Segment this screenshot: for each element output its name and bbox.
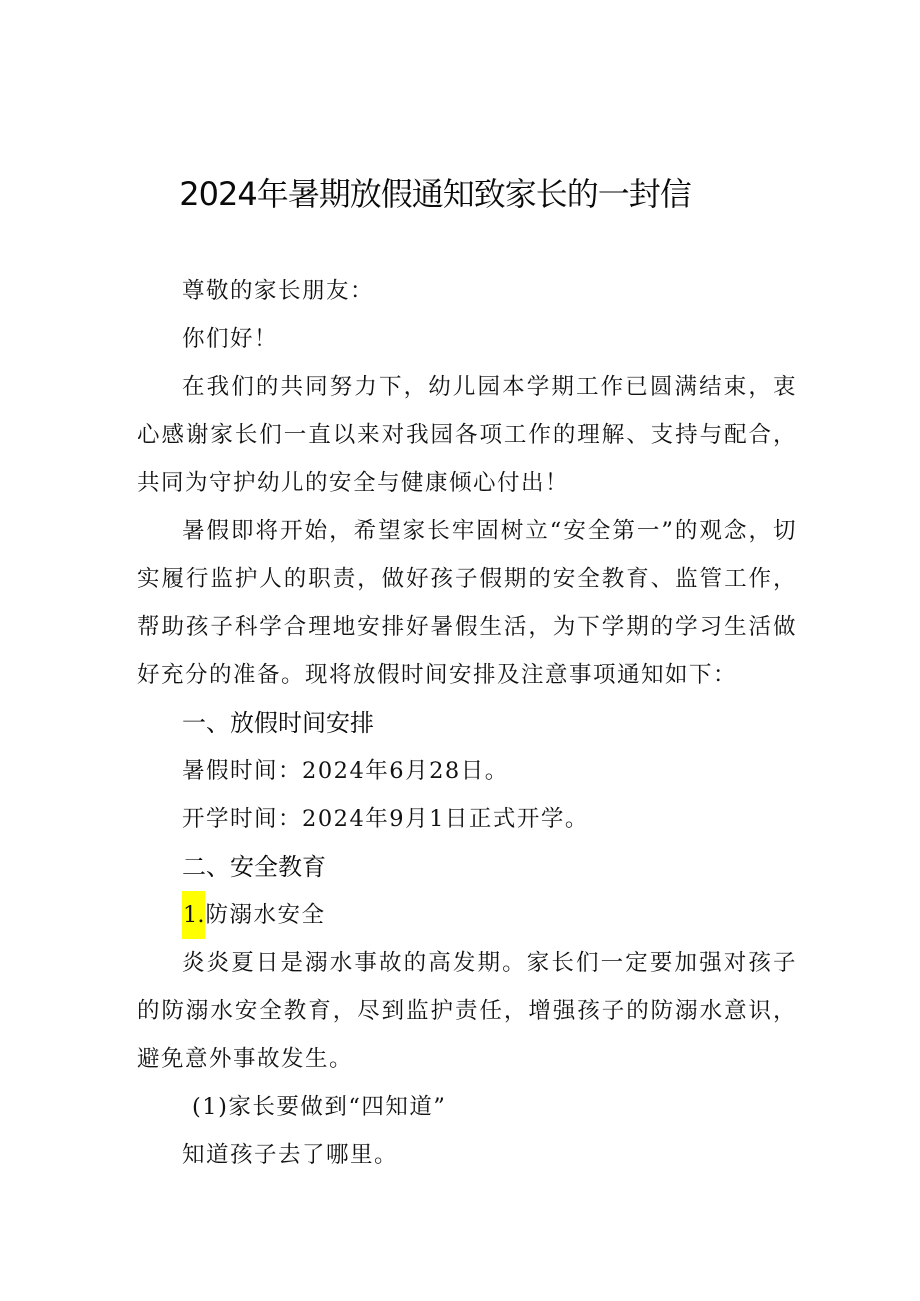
- salutation: 尊敬的家长朋友：: [182, 278, 375, 304]
- paragraph-thanks: 在我们的共同努力下，幼儿园本学期工作已圆满结束，衷心感谢家长们一直以来对我园各项工作的理解、支持与配合，共同为守护幼儿的安全与健康倾心付出！: [137, 374, 797, 496]
- paragraph-safety-intro: 暑假即将开始，希望家长牢固树立“安全第一”的观念，切实履行监护人的职责，做好孩子假期的安全教育、监管工作，帮助孩子科学合理地安排好暑假生活，为下学期的学习生活做好充分的准备。现将放假时间安排及注意事项通知如下：: [137, 518, 797, 688]
- vacation-time: 暑假时间：2024年6月28日。: [182, 758, 509, 784]
- item-drowning-safety: [182, 891, 325, 939]
- highlighted-item-number: 1.: [182, 891, 205, 939]
- section-heading-vacation-schedule: 一、放假时间安排: [182, 709, 374, 737]
- greeting: 你们好！: [182, 326, 279, 352]
- item-label: 防溺水安全: [205, 902, 326, 928]
- section-heading-safety-education: 二、安全教育: [182, 853, 326, 881]
- sub-item-four-knows: (1)家长要做到“四知道”: [192, 1094, 447, 1120]
- school-start-time: 开学时间：2024年9月1日正式开学。: [182, 806, 589, 832]
- paragraph-drowning: 炎炎夏日是溺水事故的高发期。家长们一定要加强对孩子的防溺水安全教育，尽到监护责任，增强孩子的防溺水意识，避免意外事故发生。: [137, 950, 797, 1072]
- document-title: 2024年暑期放假通知致家长的一封信: [179, 175, 691, 213]
- know-where-child-is: 知道孩子去了哪里。: [182, 1142, 399, 1168]
